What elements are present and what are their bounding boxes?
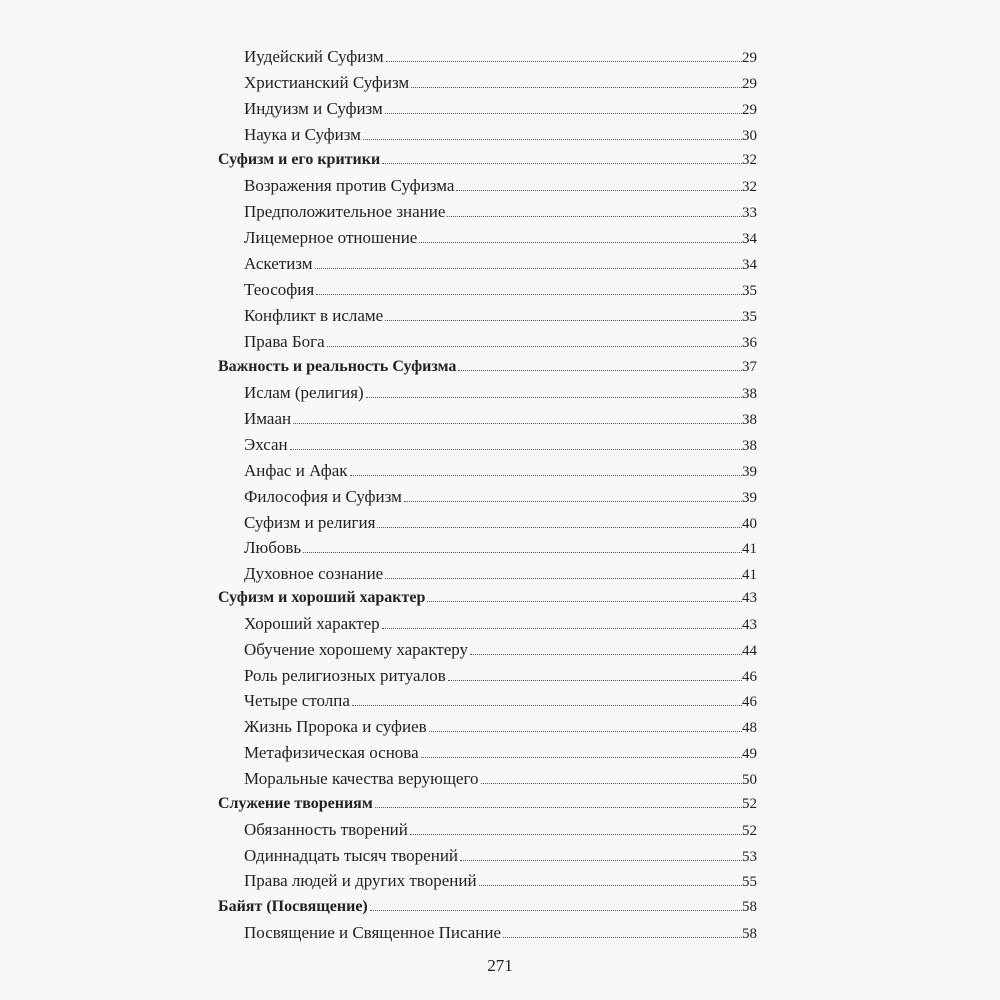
dot-leader xyxy=(404,501,742,502)
toc-entry-page: 34 xyxy=(742,257,757,273)
toc-entry-page: 53 xyxy=(742,849,757,865)
toc-entry-page: 33 xyxy=(742,205,757,221)
page-number: 271 xyxy=(487,956,513,975)
dot-leader xyxy=(503,937,742,938)
toc-entry-page: 37 xyxy=(742,359,757,375)
toc-entry-page: 58 xyxy=(742,926,757,942)
toc-entry-page: 52 xyxy=(742,823,757,839)
toc-entry-title: Обязанность творений xyxy=(244,820,408,839)
dot-leader xyxy=(479,885,742,886)
toc-entry-title: Суфизм и его критики xyxy=(218,151,381,168)
toc-entry xyxy=(244,44,757,70)
toc-entry-page: 49 xyxy=(742,746,757,762)
toc-entry-page: 39 xyxy=(742,464,757,480)
toc-entry-page: 38 xyxy=(742,412,757,428)
toc-entry xyxy=(244,380,757,406)
toc-entry-title: Христианский Суфизм xyxy=(244,73,410,92)
toc-entry-page: 52 xyxy=(742,796,757,812)
toc-entry-title: Философия и Суфизм xyxy=(244,487,402,506)
dot-leader xyxy=(377,527,742,528)
dot-leader xyxy=(429,731,742,732)
toc-entry xyxy=(244,173,757,199)
toc-entry-page: 48 xyxy=(742,720,757,736)
toc-entry xyxy=(244,406,757,432)
dot-leader xyxy=(458,370,742,371)
toc-section-heading xyxy=(218,585,757,611)
toc-entry xyxy=(244,868,757,894)
dot-leader xyxy=(385,578,742,579)
toc-entry-title: Метафизическая основа xyxy=(244,743,419,762)
dot-leader xyxy=(421,757,742,758)
toc-entry-title: Моральные качества верующего xyxy=(244,769,479,788)
toc-entry xyxy=(244,225,757,251)
dot-leader xyxy=(366,397,742,398)
toc-entry-page: 41 xyxy=(742,541,757,557)
toc-entry-title: Лицемерное отношение xyxy=(244,228,418,247)
toc-entry-page: 32 xyxy=(742,179,757,195)
toc-entry-title: Возражения против Суфизма xyxy=(244,176,455,195)
toc-entry xyxy=(244,432,757,458)
toc-entry xyxy=(244,714,757,740)
dot-leader xyxy=(470,654,742,655)
toc-entry-page: 58 xyxy=(742,899,757,915)
dot-leader xyxy=(427,601,742,602)
toc-entry-title: Духовное сознание xyxy=(244,564,384,583)
dot-leader xyxy=(293,423,742,424)
toc-section-heading xyxy=(218,791,757,817)
toc-entry xyxy=(244,688,757,714)
toc-entry-page: 44 xyxy=(742,643,757,659)
toc-entry xyxy=(244,484,757,510)
toc-entry-page: 30 xyxy=(742,128,757,144)
toc-entry-title: Права Бога xyxy=(244,332,325,351)
toc-entry xyxy=(244,740,757,766)
toc-entry-page: 29 xyxy=(742,76,757,92)
toc-entry-title: Посвящение и Священное Писание xyxy=(244,923,502,942)
toc-entry-title: Имаан xyxy=(244,409,292,428)
dot-leader xyxy=(363,139,742,140)
toc-entry-title: Права людей и других творений xyxy=(244,871,477,890)
toc-entry-page: 35 xyxy=(742,283,757,299)
toc-entry xyxy=(244,611,757,637)
toc-entry-title: Теософия xyxy=(244,280,315,299)
toc-entry xyxy=(244,251,757,277)
toc-entry-title: Ислам (религия) xyxy=(244,383,364,402)
toc-entry-title: Хороший характер xyxy=(244,614,380,633)
toc-entry-title: Служение творениям xyxy=(218,795,373,812)
toc-entry-page: 50 xyxy=(742,772,757,788)
dot-leader xyxy=(370,910,742,911)
toc-entry xyxy=(244,637,757,663)
toc-entry xyxy=(244,766,757,792)
dot-leader xyxy=(290,449,742,450)
dot-leader xyxy=(419,242,742,243)
toc-entry xyxy=(244,535,757,561)
dot-leader xyxy=(456,190,742,191)
toc-entry xyxy=(244,458,757,484)
toc-entry-title: Предположительное знание xyxy=(244,202,446,221)
toc-entry-title: Байят (Посвящение) xyxy=(218,898,368,915)
toc-entry-page: 38 xyxy=(742,386,757,402)
toc-entry-page: 41 xyxy=(742,567,757,583)
toc-entry-page: 32 xyxy=(742,152,757,168)
dot-leader xyxy=(447,216,742,217)
dot-leader xyxy=(386,61,742,62)
toc-entry-title: Суфизм и хороший характер xyxy=(218,589,426,606)
toc-entry xyxy=(244,329,757,355)
toc-entry-page: 35 xyxy=(742,309,757,325)
dot-leader xyxy=(481,783,742,784)
toc-entry-title: Эхсан xyxy=(244,435,288,454)
toc-entry-page: 43 xyxy=(742,590,757,606)
toc-entry-title: Суфизм и религия xyxy=(244,513,376,532)
toc-entry-title: Аскетизм xyxy=(244,254,313,273)
dot-leader xyxy=(382,163,742,164)
toc-entry xyxy=(244,277,757,303)
dot-leader xyxy=(411,87,742,88)
dot-leader xyxy=(327,346,742,347)
toc-entry-page: 40 xyxy=(742,516,757,532)
toc-entry-page: 34 xyxy=(742,231,757,247)
toc-entry-page: 38 xyxy=(742,438,757,454)
toc-entry-title: Любовь xyxy=(244,538,302,557)
dot-leader xyxy=(410,834,742,835)
dot-leader xyxy=(352,705,742,706)
toc-entry xyxy=(244,70,757,96)
toc-entry xyxy=(244,510,757,536)
toc-entry xyxy=(244,199,757,225)
toc-entry-page: 43 xyxy=(742,617,757,633)
dot-leader xyxy=(460,860,742,861)
dot-leader xyxy=(303,552,742,553)
toc-entry-title: Жизнь Пророка и суфиев xyxy=(244,717,427,736)
toc-entry-page: 29 xyxy=(742,50,757,66)
toc-entry-title: Четыре столпа xyxy=(244,691,350,710)
toc-entry-page: 46 xyxy=(742,669,757,685)
toc-entry xyxy=(244,663,757,689)
toc-entry-title: Наука и Суфизм xyxy=(244,125,361,144)
toc-entry xyxy=(244,561,757,587)
dot-leader xyxy=(315,268,742,269)
toc-entry-title: Конфликт в исламе xyxy=(244,306,384,325)
dot-leader xyxy=(382,628,742,629)
toc-entry xyxy=(244,920,757,946)
toc-entry-page: 39 xyxy=(742,490,757,506)
toc-entry-page: 36 xyxy=(742,335,757,351)
toc-section-heading xyxy=(218,147,757,173)
dot-leader xyxy=(385,113,742,114)
toc-entry xyxy=(244,817,757,843)
toc-entry xyxy=(244,303,757,329)
toc-entry-title: Роль религиозных ритуалов xyxy=(244,666,446,685)
dot-leader xyxy=(375,807,742,808)
dot-leader xyxy=(350,475,742,476)
toc-entry-title: Индуизм и Суфизм xyxy=(244,99,383,118)
toc-entry xyxy=(244,843,757,869)
toc-entry-title: Важность и реальность Суфизма xyxy=(218,358,457,375)
toc-section-heading xyxy=(218,354,757,380)
toc-entry-title: Иудейский Суфизм xyxy=(244,47,384,66)
dot-leader xyxy=(448,680,742,681)
toc-entry xyxy=(244,122,757,148)
toc-entry-title: Анфас и Афак xyxy=(244,461,348,480)
toc-section-heading xyxy=(218,894,757,920)
dot-leader xyxy=(385,320,742,321)
toc-entry xyxy=(244,96,757,122)
toc-entry-page: 55 xyxy=(742,874,757,890)
toc-entry-title: Обучение хорошему характеру xyxy=(244,640,469,659)
dot-leader xyxy=(316,294,742,295)
toc-entry-page: 46 xyxy=(742,694,757,710)
toc-entry-title: Одиннадцать тысяч творений xyxy=(244,846,459,865)
toc-entry-page: 29 xyxy=(742,102,757,118)
